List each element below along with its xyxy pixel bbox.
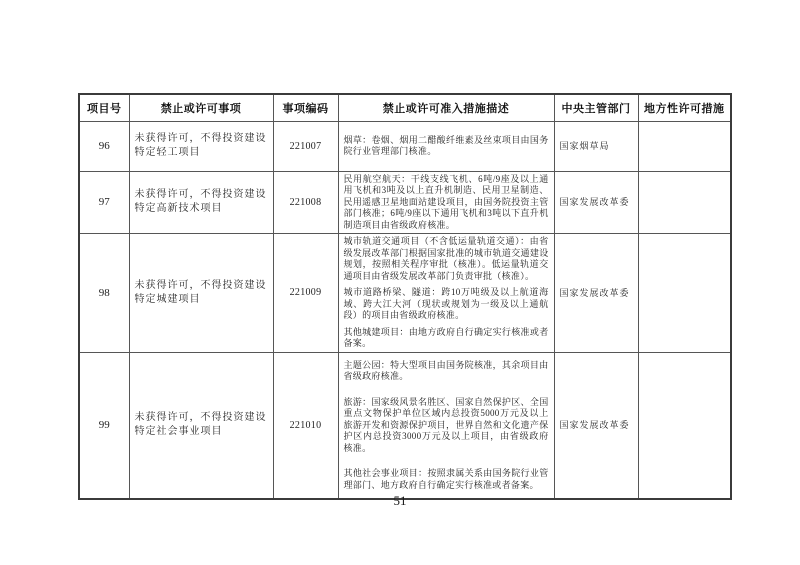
central-authority: 国家发展改革委 [554,171,638,234]
matter-code: 221009 [273,234,338,353]
matter-code: 221008 [273,171,338,234]
local-permit-measures [638,171,731,234]
header-project-number: 项目号 [79,94,129,121]
matter-text: 未获得许可，不得投资建设特定高新技术项目 [129,171,273,234]
table-row [79,121,731,171]
header-local-permit-measures: 地方性许可措施 [638,94,731,121]
header-central-authority: 中央主管部门 [554,94,638,121]
description-paragraph: 烟草：卷烟、烟用二醋酸纤维素及丝束项目由国务院行业管理部门核准。 [343,134,549,156]
matter-text: 未获得许可，不得投资建设特定社会事业项目 [129,352,273,499]
measure-description [338,121,554,171]
description-paragraph: 旅游：国家级风景名胜区、国家自然保护区、全国重点文物保护单位区域内总投资5000万元及以上旅游开发和资源保护项目，世界自然和文化遗产保护区内总投资3000万元及以上项目，由省级政府核准。 [343,396,549,453]
description-paragraph: 民用航空航天：干线支线飞机、6吨/9座及以上通用飞机和3吨及以上直升机制造、民用卫星制造、民用遥感卫星地面站建设项目，由国务院投资主管部门核准；6吨/9座以下通用飞机和3吨以下直升机制造项目由省级政府核准。 [343,173,549,230]
local-permit-measures [638,234,731,353]
matter-code: 221007 [273,121,338,171]
table-header-row [79,94,731,121]
local-permit-measures [638,121,731,171]
description-paragraph: 其他城建项目：由地方政府自行确定实行核准或者备案。 [343,326,549,348]
table-row [79,171,731,234]
description-paragraph: 主题公园：特大型项目由国务院核准，其余项目由省级政府核准。 [343,359,549,381]
project-number: 96 [79,121,129,171]
description-paragraph: 城市道路桥梁、隧道：跨10万吨级及以上航道海域、跨大江大河（现状或规划为一级及以上通航段）的项目由省级政府核准。 [343,287,549,320]
header-prohibited-or-permitted-matter: 禁止或许可事项 [129,94,273,121]
permit-items-table [78,93,732,500]
header-matter-code: 事项编码 [273,94,338,121]
matter-text: 未获得许可，不得投资建设特定城建项目 [129,234,273,353]
matter-text: 未获得许可，不得投资建设特定轻工项目 [129,121,273,171]
project-number: 99 [79,352,129,499]
local-permit-measures [638,352,731,499]
description-paragraph: 其他社会事业项目：按照隶属关系由国务院行业管理部门、地方政府自行确定实行核准或者备案。 [343,468,549,490]
measure-description [338,171,554,234]
project-number: 98 [79,234,129,353]
header-measure-description: 禁止或许可准入措施描述 [338,94,554,121]
measure-description [338,234,554,353]
description-paragraph: 城市轨道交通项目（不含低运量轨道交通）：由省级发展改革部门根据国家批准的城市轨道交通建设规划，按照相关程序审批（核准）。低运量轨道交通项目由省级发展改革部门负责审批（核准）。 [343,236,549,281]
central-authority: 国家发展改革委 [554,352,638,499]
central-authority: 国家发展改革委 [554,234,638,353]
page-number: 51 [393,493,407,508]
project-number: 97 [79,171,129,234]
measure-description [338,352,554,499]
table-row [79,234,731,353]
matter-code: 221010 [273,352,338,499]
table-row [79,352,731,499]
central-authority: 国家烟草局 [554,121,638,171]
